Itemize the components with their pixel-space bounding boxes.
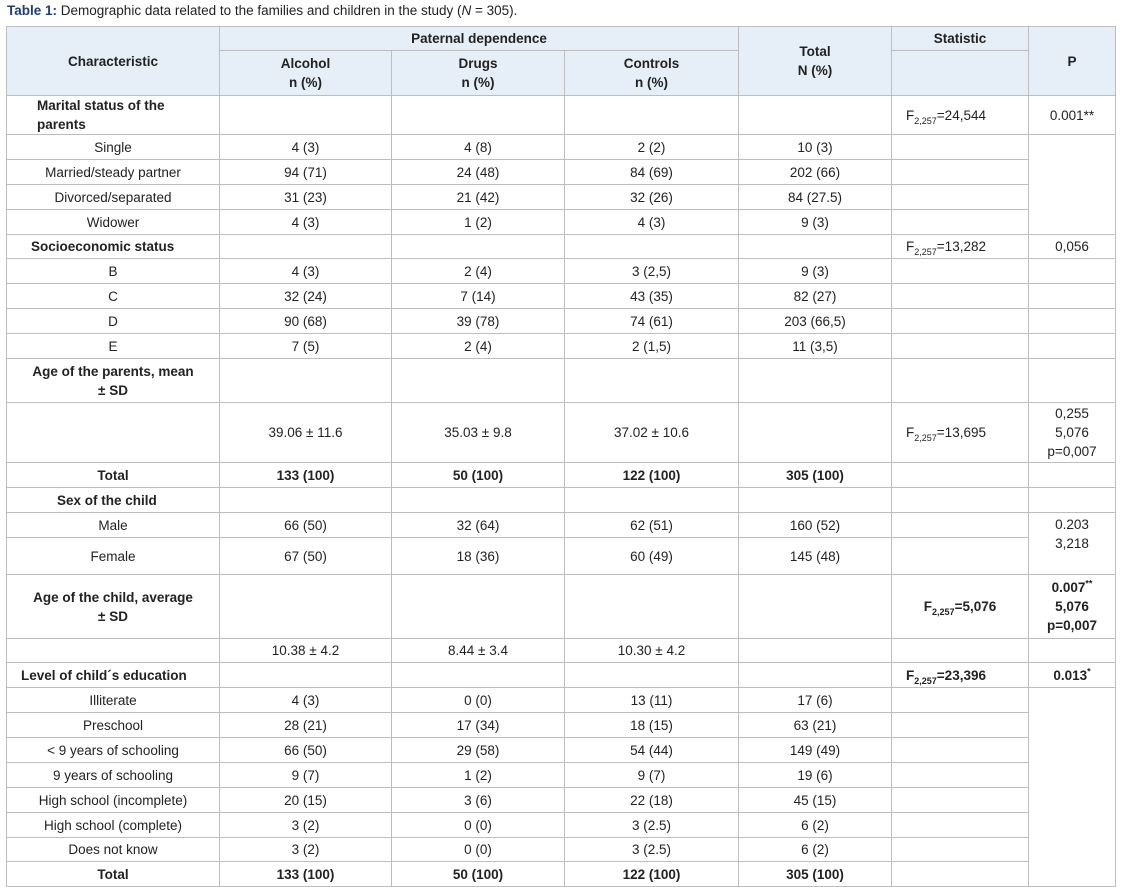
- table-row-label: Male: [7, 513, 220, 538]
- cell-alcohol: 9 (7): [220, 763, 392, 788]
- cell-drugs: 0 (0): [392, 688, 565, 713]
- stat-f: F: [906, 667, 915, 683]
- p-significance: **: [1085, 578, 1093, 589]
- cell-drugs: 32 (64): [392, 513, 565, 538]
- stat-value: =13,695: [936, 425, 986, 440]
- total-row-label: Total: [7, 862, 220, 887]
- stat-f: F: [923, 599, 933, 614]
- total-row-label: Total: [7, 463, 220, 488]
- cell-empty: [392, 359, 565, 403]
- table-row-label: < 9 years of schooling: [7, 738, 220, 763]
- stat-df: 2,257: [914, 247, 937, 257]
- header-controls-npct: n (%): [635, 75, 668, 90]
- cell-controls: 84 (69): [565, 160, 739, 185]
- cell-alcohol: 4 (3): [220, 210, 392, 235]
- stat-df: 2,257: [914, 433, 937, 443]
- cell-drugs: 2 (4): [392, 259, 565, 284]
- cell-controls: 32 (26): [565, 185, 739, 210]
- cell-total: 160 (52): [739, 513, 892, 538]
- demographic-table: [6, 26, 1116, 887]
- cell-empty: [565, 575, 739, 639]
- section-sex-child: Sex of the child: [7, 488, 220, 513]
- caption-n-value: = 305).: [471, 3, 518, 18]
- cell-alcohol: 94 (71): [220, 160, 392, 185]
- cell-empty: [739, 663, 892, 688]
- header-drugs: [392, 51, 565, 96]
- cell-total: 17 (6): [739, 688, 892, 713]
- cell-p: [1029, 284, 1116, 309]
- p-value: 0.013: [1053, 667, 1088, 683]
- table-row-label: Preschool: [7, 713, 220, 738]
- section-age-parents: [7, 359, 220, 403]
- header-p: P: [1029, 27, 1116, 96]
- cell-empty: [1029, 639, 1116, 663]
- p-line2: 5,076: [1055, 599, 1089, 614]
- cell-empty: [392, 663, 565, 688]
- cell-drugs: 21 (42): [392, 185, 565, 210]
- cell-alcohol: 28 (21): [220, 713, 392, 738]
- cell-alcohol: 3 (2): [220, 813, 392, 838]
- cell-drugs: 24 (48): [392, 160, 565, 185]
- cell-empty: [392, 96, 565, 135]
- cell-alcohol: 3 (2): [220, 838, 392, 862]
- table-row-label: D: [7, 309, 220, 334]
- cell-statistic: [892, 309, 1029, 334]
- cell-empty: [739, 359, 892, 403]
- cell-statistic: [892, 135, 1029, 160]
- cell-controls: 3 (2.5): [565, 813, 739, 838]
- cell-total: 202 (66): [739, 160, 892, 185]
- age-child-alcohol: 10.38 ± 4.2: [220, 639, 392, 663]
- cell-empty: [1029, 463, 1116, 488]
- header-alcohol-label: Alcohol: [280, 56, 331, 71]
- socio-p-value: 0,056: [1029, 235, 1116, 259]
- cell-controls: 2 (1,5): [565, 334, 739, 359]
- cell-controls: 9 (7): [565, 763, 739, 788]
- stat-f: F: [906, 239, 915, 254]
- p-line1: 0.203: [1055, 517, 1089, 532]
- header-drugs-label: Drugs: [458, 56, 498, 71]
- stat-value: =23,396: [936, 667, 986, 683]
- cell-empty: [892, 639, 1029, 663]
- cell-total: 84 (27.5): [739, 185, 892, 210]
- cell-p: [1029, 334, 1116, 359]
- age-child-statistic: [892, 575, 1029, 639]
- marital-p-value: 0.001**: [1029, 96, 1116, 135]
- education-statistic: [892, 663, 1029, 688]
- cell-controls: 18 (15): [565, 713, 739, 738]
- cell-empty: [7, 403, 220, 463]
- caption-n-symbol: N: [461, 3, 472, 18]
- cell-empty: [565, 359, 739, 403]
- header-alcohol-npct: n (%): [289, 75, 322, 90]
- p-line2: 3,218: [1055, 536, 1089, 551]
- total-total: 305 (100): [739, 463, 892, 488]
- cell-empty: [739, 488, 892, 513]
- cell-total: 6 (2): [739, 813, 892, 838]
- age-parents-alcohol: 39.06 ± 11.6: [220, 403, 392, 463]
- p-significance: *: [1087, 666, 1091, 676]
- cell-total: 203 (66,5): [739, 309, 892, 334]
- cell-statistic: [892, 538, 1029, 575]
- sex-p-value: [1029, 513, 1116, 575]
- cell-statistic: [892, 738, 1029, 763]
- table-row-label: Illiterate: [7, 688, 220, 713]
- table-row-label: E: [7, 334, 220, 359]
- cell-empty: [220, 359, 392, 403]
- age-parents-statistic: [892, 403, 1029, 463]
- table-row-label: 9 years of schooling: [7, 763, 220, 788]
- cell-empty: [739, 403, 892, 463]
- cell-empty: [220, 235, 392, 259]
- cell-empty: [565, 663, 739, 688]
- cell-statistic: [892, 513, 1029, 538]
- stat-df: 2,257: [932, 607, 955, 617]
- cell-alcohol: 66 (50): [220, 738, 392, 763]
- age-child-title-line1: Age of the child, average: [33, 589, 193, 605]
- cell-drugs: 18 (36): [392, 538, 565, 575]
- age-parents-controls: 37.02 ± 10.6: [565, 403, 739, 463]
- cell-empty: [392, 488, 565, 513]
- age-child-drugs: 8.44 ± 3.4: [392, 639, 565, 663]
- cell-empty: [565, 235, 739, 259]
- age-child-p-value: [1029, 575, 1116, 639]
- table-row-label: High school (incomplete): [7, 788, 220, 813]
- cell-controls: 74 (61): [565, 309, 739, 334]
- cell-controls: 3 (2.5): [565, 838, 739, 862]
- cell-controls: 3 (2,5): [565, 259, 739, 284]
- cell-total: 9 (3): [739, 210, 892, 235]
- cell-controls: 54 (44): [565, 738, 739, 763]
- section-age-child: [7, 575, 220, 639]
- cell-total: 19 (6): [739, 763, 892, 788]
- stat-value: =5,076: [954, 599, 997, 614]
- cell-empty: [392, 575, 565, 639]
- cell-p-merged: [1029, 688, 1116, 887]
- cell-drugs: 1 (2): [392, 210, 565, 235]
- cell-controls: 43 (35): [565, 284, 739, 309]
- socio-statistic: [892, 235, 1029, 259]
- cell-statistic: [892, 210, 1029, 235]
- total-controls: 122 (100): [565, 862, 739, 887]
- cell-empty: [739, 575, 892, 639]
- caption-label: Table 1:: [7, 3, 58, 18]
- cell-statistic: [892, 160, 1029, 185]
- total-alcohol: 133 (100): [220, 463, 392, 488]
- section-marital-status: Marital status of the parents: [7, 96, 220, 135]
- cell-controls: 62 (51): [565, 513, 739, 538]
- cell-p: [1029, 309, 1116, 334]
- cell-controls: 13 (11): [565, 688, 739, 713]
- cell-alcohol: 31 (23): [220, 185, 392, 210]
- cell-drugs: 39 (78): [392, 309, 565, 334]
- table-row-label: Does not know: [7, 838, 220, 862]
- cell-total: 10 (3): [739, 135, 892, 160]
- table-row-label: Widower: [7, 210, 220, 235]
- stat-f: F: [906, 107, 915, 123]
- total-drugs: 50 (100): [392, 862, 565, 887]
- table-row-label: C: [7, 284, 220, 309]
- total-controls: 122 (100): [565, 463, 739, 488]
- cell-alcohol: 66 (50): [220, 513, 392, 538]
- header-controls-label: Controls: [623, 56, 680, 71]
- header-drugs-npct: n (%): [461, 75, 495, 90]
- cell-statistic: [892, 259, 1029, 284]
- header-paternal-dependence: Paternal dependence: [220, 27, 739, 51]
- cell-empty: [220, 575, 392, 639]
- cell-statistic: [892, 838, 1029, 862]
- cell-total: 63 (21): [739, 713, 892, 738]
- cell-empty: [220, 663, 392, 688]
- cell-statistic: [892, 185, 1029, 210]
- cell-empty: [892, 463, 1029, 488]
- table-row-label: Married/steady partner: [7, 160, 220, 185]
- p-line1: 0,255: [1055, 406, 1089, 421]
- cell-p-merged: [1029, 135, 1116, 235]
- stat-df: 2,257: [914, 115, 937, 126]
- cell-controls: 60 (49): [565, 538, 739, 575]
- cell-drugs: 2 (4): [392, 334, 565, 359]
- cell-alcohol: 4 (3): [220, 135, 392, 160]
- cell-total: 145 (48): [739, 538, 892, 575]
- cell-drugs: 0 (0): [392, 838, 565, 862]
- age-parents-title-line1: Age of the parents, mean: [32, 363, 194, 379]
- stat-df: 2,257: [914, 675, 937, 686]
- cell-empty: [7, 639, 220, 663]
- cell-drugs: 17 (34): [392, 713, 565, 738]
- cell-controls: 2 (2): [565, 135, 739, 160]
- stat-value: =24,544: [936, 107, 986, 123]
- cell-drugs: 4 (8): [392, 135, 565, 160]
- cell-empty: [739, 96, 892, 135]
- table-caption: [7, 3, 517, 18]
- total-alcohol: 133 (100): [220, 862, 392, 887]
- cell-empty: [565, 96, 739, 135]
- cell-statistic: [892, 763, 1029, 788]
- header-statistic: Statistic: [892, 27, 1029, 51]
- cell-drugs: 7 (14): [392, 284, 565, 309]
- age-child-controls: 10.30 ± 4.2: [565, 639, 739, 663]
- table-row-label: Single: [7, 135, 220, 160]
- p-line3: p=0,007: [1047, 444, 1097, 459]
- cell-total: 149 (49): [739, 738, 892, 763]
- cell-alcohol: 20 (15): [220, 788, 392, 813]
- table-row-label: B: [7, 259, 220, 284]
- cell-total: 6 (2): [739, 838, 892, 862]
- cell-alcohol: 32 (24): [220, 284, 392, 309]
- header-total-label: Total: [799, 44, 831, 59]
- cell-empty: [220, 96, 392, 135]
- cell-p: [1029, 259, 1116, 284]
- marital-statistic: [892, 96, 1029, 135]
- p-line2: 5,076: [1055, 425, 1089, 440]
- cell-drugs: 1 (2): [392, 763, 565, 788]
- header-controls: [565, 51, 739, 96]
- cell-empty: [892, 488, 1029, 513]
- cell-statistic: [892, 688, 1029, 713]
- header-total-npct: N (%): [797, 63, 833, 78]
- cell-alcohol: 4 (3): [220, 259, 392, 284]
- cell-alcohol: 4 (3): [220, 688, 392, 713]
- age-parents-title-line2: ± SD: [98, 382, 128, 398]
- p-line1: 0.007: [1051, 580, 1086, 595]
- age-parents-p-value: [1029, 403, 1116, 463]
- p-line3: p=0,007: [1047, 618, 1097, 633]
- cell-total: 9 (3): [739, 259, 892, 284]
- cell-statistic: [892, 284, 1029, 309]
- cell-controls: 22 (18): [565, 788, 739, 813]
- cell-statistic: [892, 713, 1029, 738]
- header-total: [739, 27, 892, 96]
- cell-empty: [1029, 488, 1116, 513]
- cell-drugs: 29 (58): [392, 738, 565, 763]
- age-parents-drugs: 35.03 ± 9.8: [392, 403, 565, 463]
- stat-value: =13,282: [936, 239, 986, 254]
- cell-total: 11 (3,5): [739, 334, 892, 359]
- cell-total: 82 (27): [739, 284, 892, 309]
- cell-statistic: [892, 862, 1029, 887]
- cell-statistic: [892, 334, 1029, 359]
- cell-alcohol: 67 (50): [220, 538, 392, 575]
- total-drugs: 50 (100): [392, 463, 565, 488]
- cell-controls: 4 (3): [565, 210, 739, 235]
- cell-statistic: [892, 788, 1029, 813]
- cell-alcohol: 7 (5): [220, 334, 392, 359]
- table-row-label: Divorced/separated: [7, 185, 220, 210]
- caption-text: Demographic data related to the families and children in the study (: [60, 3, 462, 18]
- cell-drugs: 0 (0): [392, 813, 565, 838]
- cell-empty: [892, 359, 1029, 403]
- cell-empty: [739, 639, 892, 663]
- header-alcohol: [220, 51, 392, 96]
- table-row-label: High school (complete): [7, 813, 220, 838]
- cell-empty: [739, 235, 892, 259]
- total-total: 305 (100): [739, 862, 892, 887]
- cell-empty: [392, 235, 565, 259]
- header-characteristic: Characteristic: [7, 27, 220, 96]
- section-education: Level of child´s education: [7, 663, 220, 688]
- cell-empty: [565, 488, 739, 513]
- education-p-value: [1029, 663, 1116, 688]
- stat-f: F: [906, 425, 915, 440]
- table-row-label: Female: [7, 538, 220, 575]
- cell-empty: [220, 488, 392, 513]
- section-socioeconomic-status: Socioeconomic status: [7, 235, 220, 259]
- header-statistic-blank: [892, 51, 1029, 96]
- cell-drugs: 3 (6): [392, 788, 565, 813]
- cell-empty: [1029, 359, 1116, 403]
- age-child-title-line2: ± SD: [98, 608, 128, 624]
- cell-total: 45 (15): [739, 788, 892, 813]
- cell-alcohol: 90 (68): [220, 309, 392, 334]
- cell-statistic: [892, 813, 1029, 838]
